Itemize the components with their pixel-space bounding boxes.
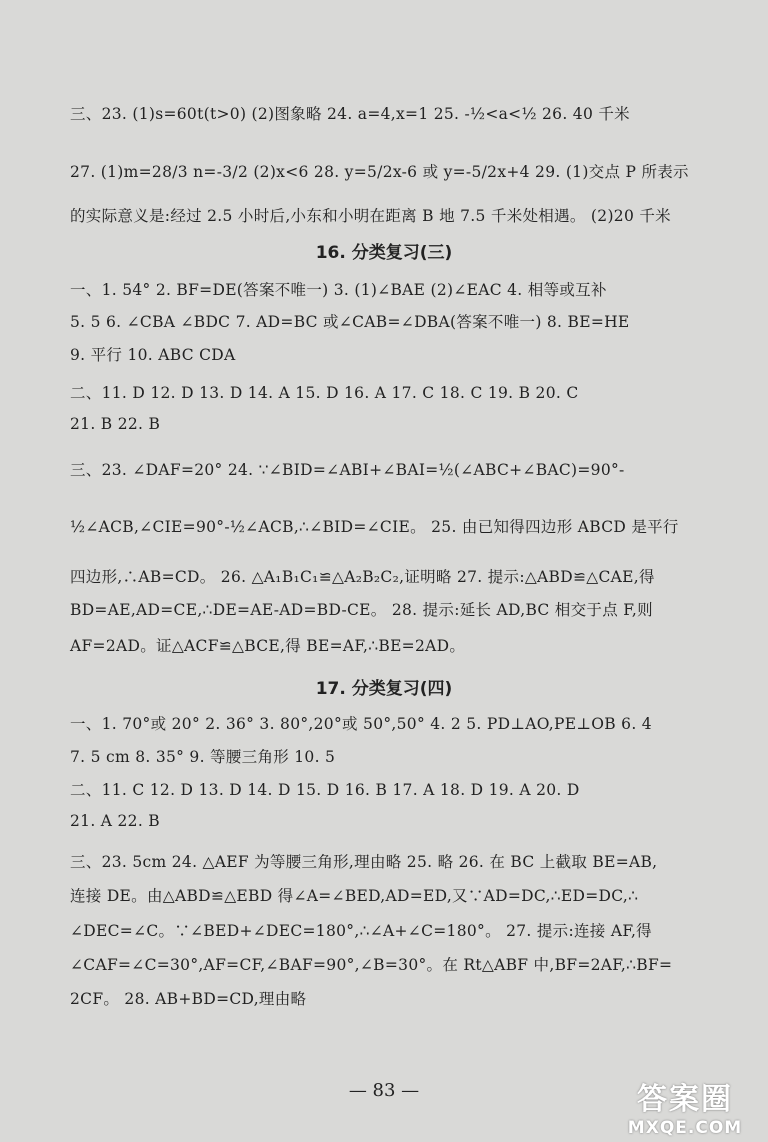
answer-line: 一、1. 70°或 20° 2. 36° 3. 80°,20°或 50°,50° 4. 2 5. PD⊥AO,PE⊥OB 6. 4 — [70, 715, 652, 733]
answer-line: 三、23. (1)s=60t(t>0) (2)图象略 24. a=4,x=1 25. -½<a<½ 26. 40 千米 — [70, 105, 630, 123]
answer-line: ∠CAF=∠C=30°,AF=CF,∠BAF=90°,∠B=30°。在 Rt△ABF 中,BF=2AF,∴BF= — [70, 956, 673, 974]
answer-line: 二、11. C 12. D 13. D 14. D 15. D 16. B 17. A 18. D 19. A 20. D — [70, 781, 580, 799]
answer-line: 的实际意义是:经过 2.5 小时后,小东和小明在距离 B 地 7.5 千米处相遇。 (2)20 千米 — [70, 207, 671, 225]
answer-line: 9. 平行 10. ABC CDA — [70, 346, 236, 364]
answer-line: 27. (1)m=28/3 n=-3/2 (2)x<6 28. y=5/2x-6 或 y=-5/2x+4 29. (1)交点 P 所表示 — [70, 163, 689, 181]
watermark-logo — [610, 1074, 760, 1136]
answer-line: 21. B 22. B — [70, 415, 161, 433]
answer-line: AF=2AD。证△ACF≌△BCE,得 BE=AF,∴BE=2AD。 — [70, 637, 466, 655]
answer-line: 连接 DE。由△ABD≌△EBD 得∠A=∠BED,AD=ED,又∵AD=DC,∴ED=DC,∴ — [70, 887, 639, 905]
watermark-title: 答案圈 — [637, 1082, 733, 1117]
answer-line: 2CF。 28. AB+BD=CD,理由略 — [70, 990, 307, 1008]
watermark-url: MXQE.COM — [627, 1118, 743, 1138]
answer-line: ½∠ACB,∠CIE=90°-½∠ACB,∴∠BID=∠CIE。 25. 由已知得四边形 ABCD 是平行 — [70, 518, 679, 536]
answer-line: 21. A 22. B — [70, 812, 160, 830]
answer-line: 5. 5 6. ∠CBA ∠BDC 7. AD=BC 或∠CAB=∠DBA(答案不唯一) 8. BE=HE — [70, 313, 630, 331]
answer-line: 三、23. ∠DAF=20° 24. ∵∠BID=∠ABI+∠BAI=½(∠ABC+∠BAC)=90°- — [70, 461, 625, 479]
answer-line: BD=AE,AD=CE,∴DE=AE-AD=BD-CE。 28. 提示:延长 AD,BC 相交于点 F,则 — [70, 601, 653, 619]
answer-line: 三、23. 5cm 24. △AEF 为等腰三角形,理由略 25. 略 26. 在 BC 上截取 BE=AB, — [70, 853, 658, 871]
answer-line: 四边形,∴AB=CD。 26. △A₁B₁C₁≌△A₂B₂C₂,证明略 27. 提示:△ABD≌△CAE,得 — [70, 568, 655, 586]
answer-line: ∠DEC=∠C。∵∠BED+∠DEC=180°,∴∠A+∠C=180°。 27. 提示:连接 AF,得 — [70, 922, 652, 940]
answer-line: 二、11. D 12. D 13. D 14. A 15. D 16. A 17. C 18. C 19. B 20. C — [70, 384, 579, 402]
page-number: — 83 — — [348, 1080, 420, 1101]
answer-line: 一、1. 54° 2. BF=DE(答案不唯一) 3. (1)∠BAE (2)∠EAC 4. 相等或互补 — [70, 281, 607, 299]
section-16-heading: 16. 分类复习(三) — [315, 243, 453, 263]
answer-line: 7. 5 cm 8. 35° 9. 等腰三角形 10. 5 — [70, 748, 336, 766]
section-17-heading: 17. 分类复习(四) — [315, 679, 453, 699]
